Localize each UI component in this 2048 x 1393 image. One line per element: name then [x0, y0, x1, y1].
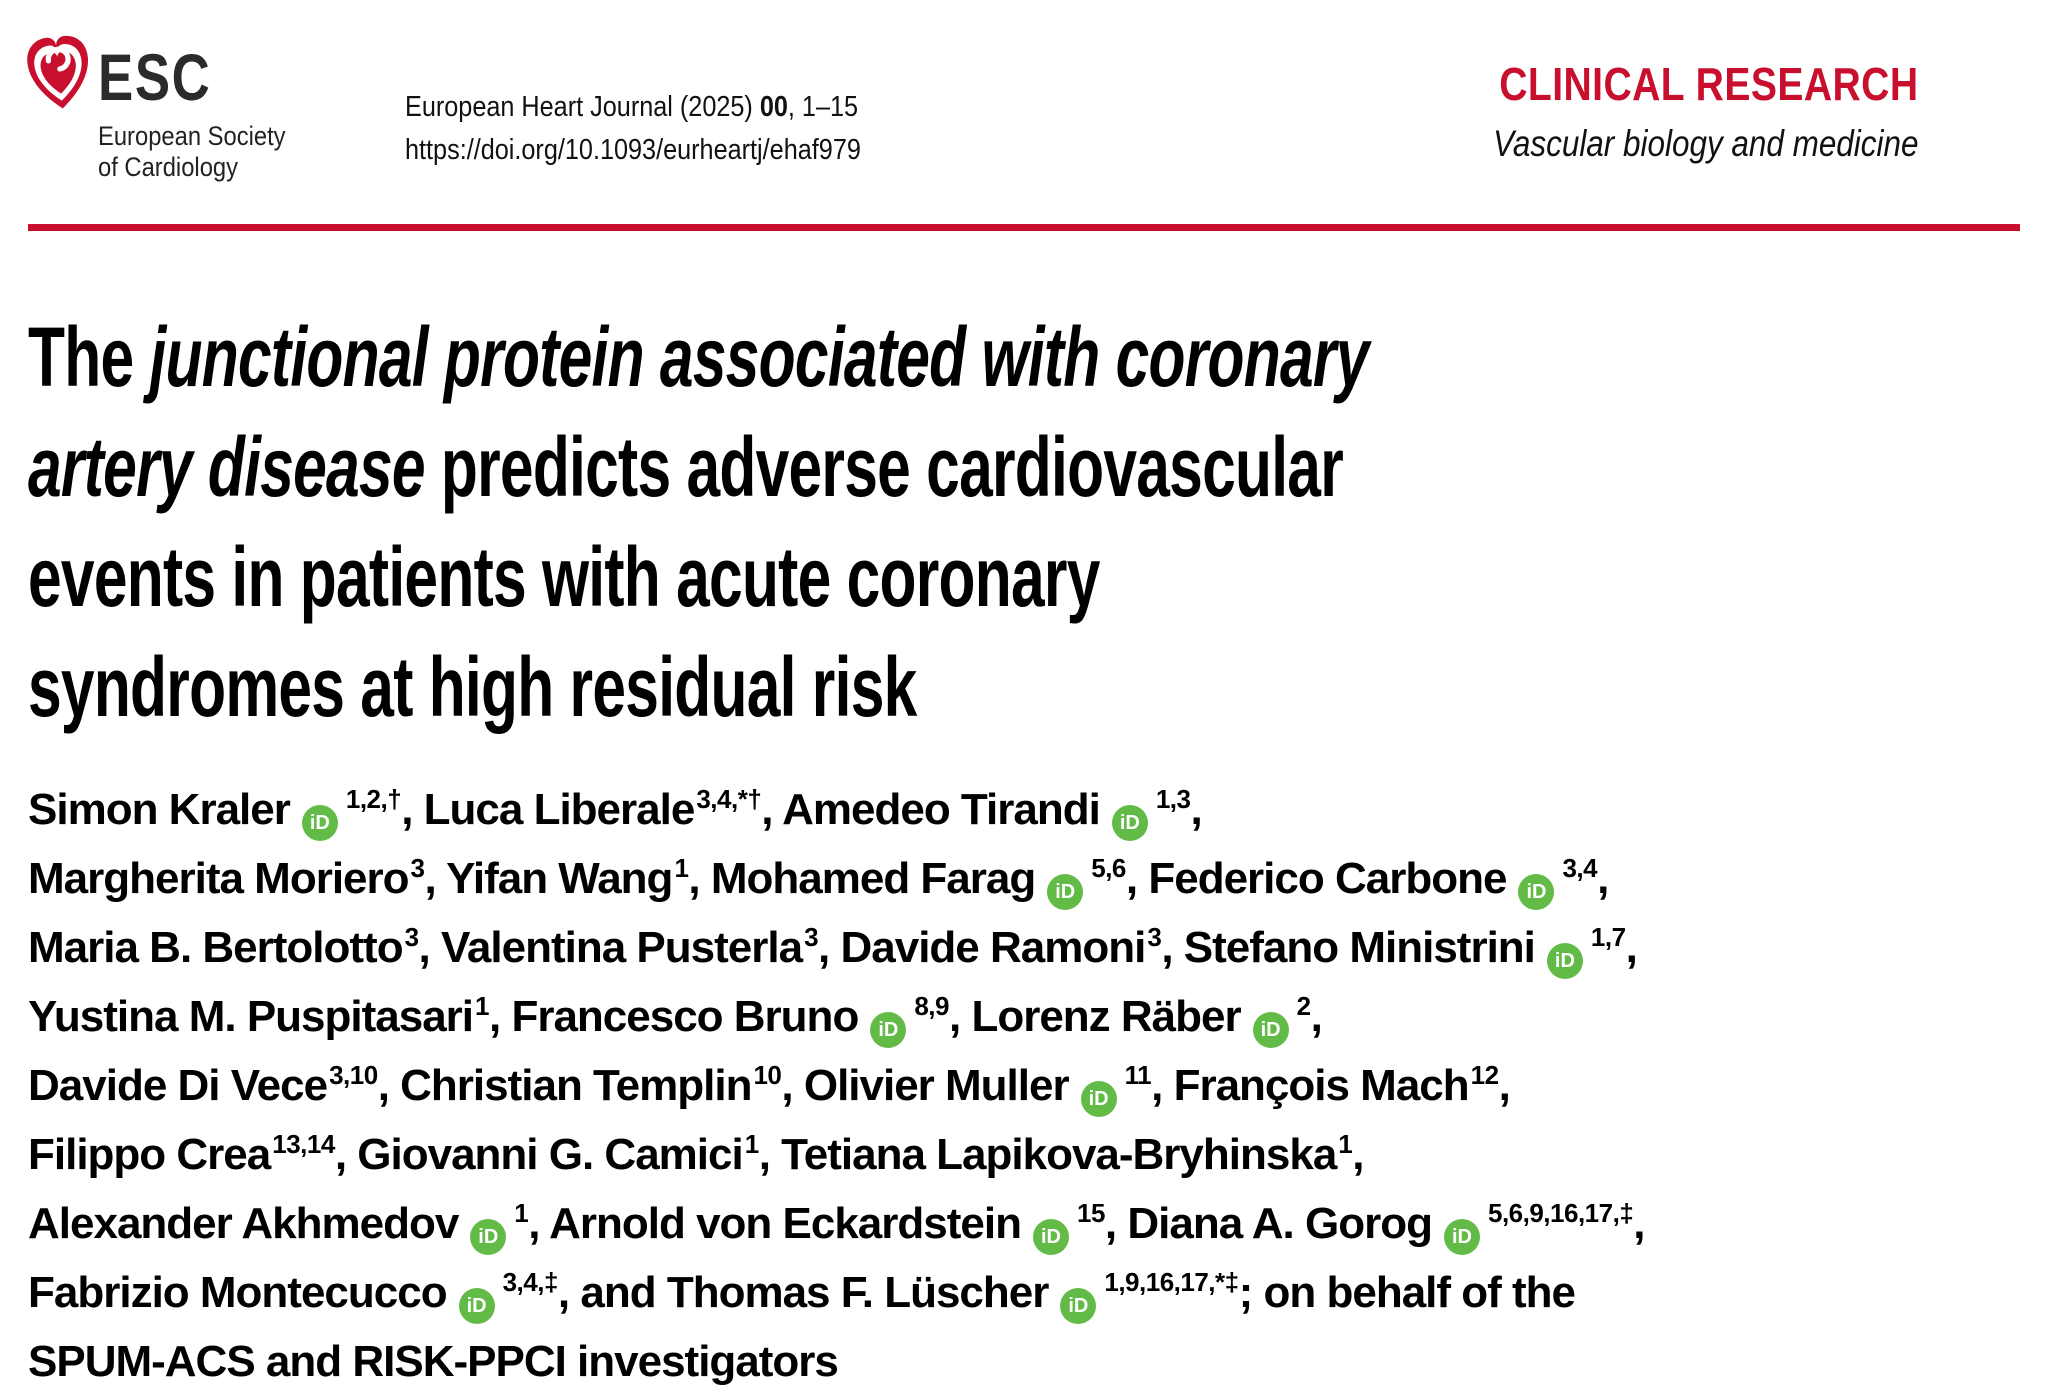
author-line [28, 1123, 1645, 1192]
journal-pages: , 1–15 [787, 91, 859, 123]
author-separator: , and [557, 1268, 667, 1317]
author-separator: , [781, 1061, 804, 1110]
author-separator: , [1498, 1061, 1510, 1110]
author-name: Mohamed Farag [710, 854, 1036, 903]
orcid-icon[interactable]: iD [1518, 874, 1554, 910]
section-banner [1418, 60, 1918, 164]
title-italic-segment: artery disease [28, 420, 425, 514]
orcid-icon[interactable]: iD [1112, 805, 1148, 841]
affiliation-superscript: 1,9,16,17,*‡ [1104, 1267, 1239, 1297]
doi-link[interactable]: https://doi.org/10.1093/eurheartj/ehaf979 [405, 134, 861, 166]
journal-name-year: European Heart Journal (2025) [405, 91, 760, 123]
author-separator: , [1352, 1130, 1364, 1179]
paper-title [28, 302, 1890, 742]
author-separator: ; on behalf of the [1238, 1268, 1576, 1317]
author-name: Stefano Ministrini [1183, 923, 1535, 972]
orcid-icon[interactable]: iD [1060, 1288, 1096, 1324]
title-segment: predicts adverse cardiovascular [424, 420, 1344, 514]
author-line [28, 1192, 1645, 1261]
affiliation-superscript: 8,9 [914, 991, 949, 1021]
orcid-icon[interactable]: iD [1444, 1219, 1480, 1255]
author-name: Margherita Moriero [28, 854, 409, 903]
title-line [28, 522, 1369, 632]
author-name: Olivier Muller [803, 1061, 1069, 1110]
journal-volume: 00 [759, 91, 788, 123]
affiliation-superscript: 3,4,‡ [502, 1267, 558, 1297]
author-separator: , [1310, 992, 1322, 1041]
author-name: Federico Carbone [1148, 854, 1507, 903]
author-line [28, 847, 1645, 916]
affiliation-superscript: 3,10 [329, 1060, 378, 1090]
author-name: Davide Ramoni [840, 923, 1146, 972]
author-line [28, 778, 1645, 847]
author-name: Fabrizio Montecucco [28, 1268, 447, 1317]
author-name: Amedeo Tirandi [782, 785, 1100, 834]
author-name: Francesco Bruno [511, 992, 859, 1041]
affiliation-superscript: 5,6,9,16,17,‡ [1487, 1198, 1634, 1228]
affiliation-superscript: 1 [514, 1198, 529, 1228]
author-separator: , [424, 854, 447, 903]
orcid-icon[interactable]: iD [1081, 1081, 1117, 1117]
author-name: Thomas F. Lüscher [666, 1268, 1049, 1317]
author-name: Yustina M. Puspitasari [28, 992, 474, 1041]
orcid-icon[interactable]: iD [470, 1219, 506, 1255]
author-separator: , [1161, 923, 1184, 972]
affiliation-superscript: 3 [404, 922, 419, 952]
affiliation-superscript: 2 [1296, 991, 1311, 1021]
esc-org-line2: of Cardiology [98, 152, 239, 182]
author-separator: , [1190, 785, 1202, 834]
orcid-icon[interactable]: iD [1253, 1012, 1289, 1048]
affiliation-superscript: 3 [1147, 922, 1162, 952]
author-name: Arnold von Eckardstein [549, 1199, 1021, 1248]
author-name: Maria B. Bertolotto [28, 923, 403, 972]
author-name: Giovanni G. Camici [357, 1130, 743, 1179]
title-italic-segment: junctional protein associated with coronary [149, 310, 1369, 404]
author-line [28, 1261, 1645, 1330]
author-name: Lorenz Räber [971, 992, 1241, 1041]
author-list [28, 778, 1645, 1393]
affiliation-superscript: 3 [410, 853, 425, 883]
author-separator: , [1104, 1199, 1128, 1248]
author-name: Valentina Pusterla [441, 923, 803, 972]
title-line [28, 302, 1369, 412]
orcid-icon[interactable]: iD [870, 1012, 906, 1048]
author-separator: , [758, 1130, 782, 1179]
esc-org-name [98, 121, 286, 183]
affiliation-superscript: 1 [674, 853, 689, 883]
affiliation-superscript: 15 [1076, 1198, 1105, 1228]
author-name: Alexander Akhmedov [28, 1199, 459, 1248]
author-name: Davide Di Vece [28, 1061, 328, 1110]
author-separator: , [1151, 1061, 1174, 1110]
title-line [28, 412, 1369, 522]
header-divider-rule [28, 224, 2020, 231]
affiliation-superscript: 11 [1124, 1060, 1152, 1090]
author-separator: , [528, 1199, 550, 1248]
orcid-icon[interactable]: iD [1047, 874, 1083, 910]
affiliation-superscript: 1,7 [1590, 922, 1626, 952]
author-name: Christian Templin [400, 1061, 752, 1110]
article-category: CLINICAL RESEARCH [1498, 58, 1918, 110]
author-name: François Mach [1173, 1061, 1469, 1110]
author-separator: , [818, 923, 841, 972]
author-separator: , [1125, 854, 1149, 903]
orcid-icon[interactable]: iD [302, 805, 338, 841]
author-separator: , [489, 992, 512, 1041]
affiliation-superscript: 1,2,† [345, 784, 402, 814]
author-separator: , [334, 1130, 358, 1179]
orcid-icon[interactable]: iD [1547, 943, 1583, 979]
affiliation-superscript: 3 [804, 922, 819, 952]
affiliation-superscript: 3,4 [1562, 853, 1598, 883]
article-topic: Vascular biology and medicine [1492, 123, 1918, 164]
affiliation-superscript: 1 [744, 1129, 759, 1159]
journal-citation [405, 86, 861, 172]
orcid-icon[interactable]: iD [459, 1288, 495, 1324]
affiliation-superscript: 12 [1470, 1060, 1499, 1090]
author-separator: , [688, 854, 711, 903]
affiliation-superscript: 1 [1338, 1129, 1353, 1159]
author-separator: , [401, 785, 424, 834]
affiliation-superscript: 13,14 [272, 1129, 335, 1159]
esc-org-line1: European Society [98, 121, 286, 151]
author-separator: , [377, 1061, 401, 1110]
esc-brand-wordmark: ESC [98, 40, 212, 114]
author-name: Tetiana Lapikova-Bryhinska [781, 1130, 1337, 1179]
author-line [28, 916, 1645, 985]
author-name: SPUM-ACS and RISK-PPCI investigators [28, 1337, 838, 1386]
author-name: Yifan Wang [446, 854, 673, 903]
author-name: Simon Kraler [28, 785, 290, 834]
author-name: Filippo Crea [28, 1130, 271, 1179]
author-name: Luca Liberale [423, 785, 695, 834]
author-separator: , [1625, 923, 1637, 972]
journal-citation-line [405, 86, 861, 129]
author-line [28, 1054, 1645, 1123]
title-segment: events in patients with acute coronary [28, 530, 1100, 624]
author-separator: , [761, 785, 783, 834]
author-separator: , [1597, 854, 1609, 903]
affiliation-superscript: 1,3 [1155, 784, 1191, 814]
title-line [28, 632, 1369, 742]
title-segment: syndromes at high residual risk [28, 640, 917, 734]
affiliation-superscript: 10 [753, 1060, 782, 1090]
affiliation-superscript: 5,6 [1091, 853, 1126, 883]
affiliation-superscript: 1 [475, 991, 489, 1021]
author-separator: , [418, 923, 441, 972]
author-separator: , [1633, 1199, 1645, 1248]
title-segment: The [28, 310, 150, 404]
author-line [28, 985, 1645, 1054]
author-line [28, 1330, 1645, 1393]
orcid-icon[interactable]: iD [1033, 1219, 1069, 1255]
affiliation-superscript: 3,4,*† [696, 784, 762, 814]
esc-heart-icon [26, 30, 92, 116]
author-separator: , [948, 992, 972, 1041]
author-name: Diana A. Gorog [1127, 1199, 1432, 1248]
